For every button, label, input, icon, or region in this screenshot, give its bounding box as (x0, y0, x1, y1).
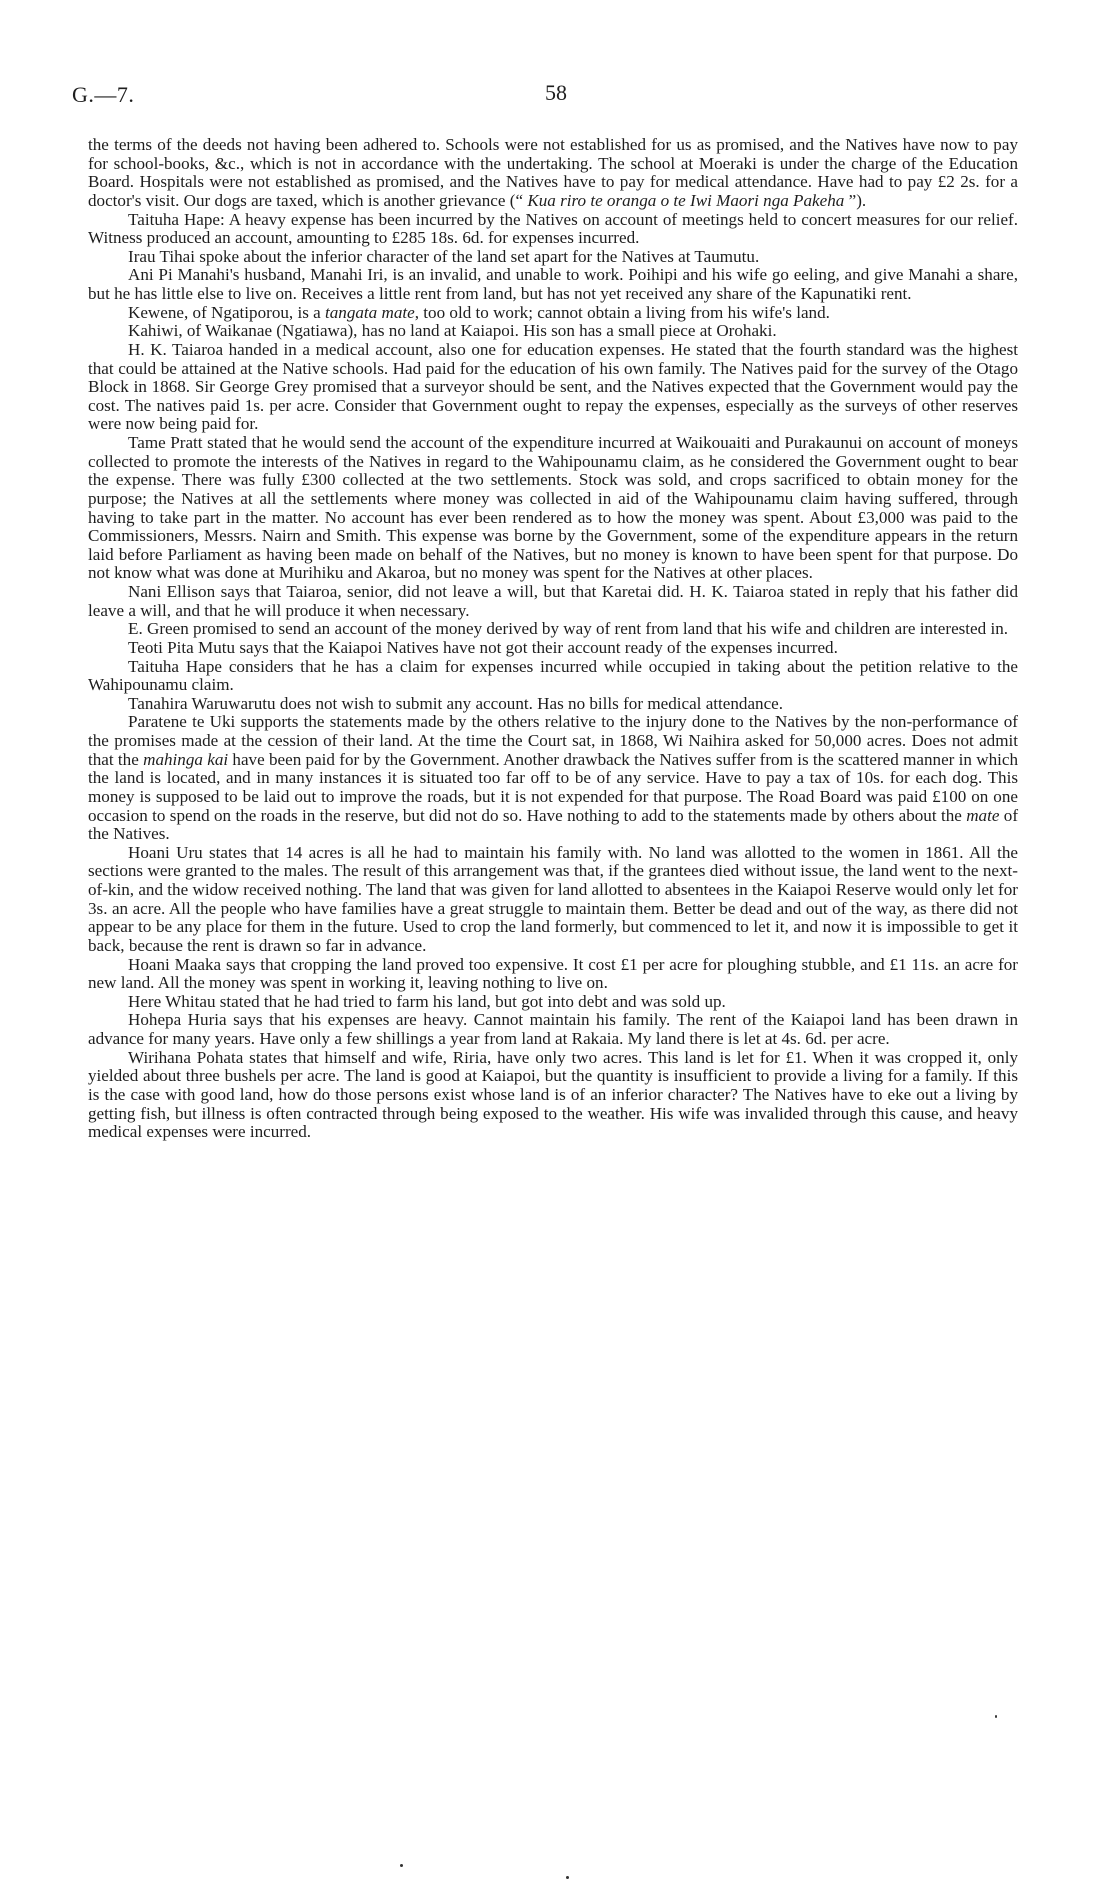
body-text (88, 136, 1018, 1142)
paragraph: Tame Pratt stated that he would send the account of the expenditure incurred at Waikouaiti and Purakaunui on account of moneys collected to promote the interests of the Natives in regard to the Wahipounamu claim, as he considered the Government ought to bear the expense. There was fully £300 collected at the two settlements. Stock was sold, and crops sacrificed to obtain money for the purpose; the Natives at all the settlements where money was collected in aid of the Wahipounamu claim having suffered, through having to take part in the matter. No account has ever been rendered as to how the money was spent. About £3,000 was paid to the Commissioners, Messrs. Nairn and Smith. This expense was borne by the Government, some of the expenditure appears in the return laid before Parliament as having been made on behalf of the Natives, but no money is known to have been spent for that purpose. Do not know what was done at Murihiku and Akaroa, but no money was spent for the Natives at other places. (88, 433, 1018, 583)
paragraph-text: the terms of the deeds not having been adhered to. Schools were not established for us as promised, and the Natives have now to pay for school-books, &c., which is not in accordance with the undertaking. The school at Moeraki is under the charge of the Education Board. Hospitals were not established as promised, and the Natives have to pay for medical attendance. Have had to pay £2 2s. for a doctor's visit. Our dogs are taxed, which is another grievance (“ (88, 135, 1018, 210)
paragraph (88, 304, 1018, 323)
paragraph: Irau Tihai spoke about the inferior character of the land set apart for the Natives at Taumutu. (128, 246, 760, 266)
paragraph: Tanahira Waruwarutu does not wish to submit any account. Has no bills for medical attendance. (128, 693, 784, 713)
paragraph: Nani Ellison says that Taiaroa, senior, did not leave a will, but that Karetai did. H. K. Taiaroa stated in reply that his father did leave a will, and that he will produce it when necessary. (88, 582, 1018, 620)
print-speck (566, 1876, 569, 1879)
paragraph-text: have been paid for by the Government. Another drawback the Natives suffer from is the scattered manner in which the land is located, and in many instances it is situated too far off to be of any service. Have to pay a tax of 10s. for each dog. This money is supposed to be laid out to improve the roads, but it is not expended for that purpose. The Road Board was paid £100 on one occasion to spend on the roads in the reserve, but did not do so. Have nothing to add to the statements made by others about the (88, 749, 1019, 825)
paragraph: Teoti Pita Mutu says that the Kaiapoi Natives have not got their account ready of the expenses incurred. (128, 637, 838, 657)
maori-phrase: tangata mate (325, 302, 415, 322)
paragraph-text: Paratene te Uki supports the statements made by the others relative to the injury done to the Natives by the non-performance of the promises made at the cession of their land. At the time the Court sat, in 1868, Wi Naihira asked for 50,000 acres. Does not admit that the (88, 712, 1018, 769)
document-reference: G.—7. (72, 82, 135, 107)
paragraph-text: of the Natives. (88, 805, 1019, 844)
maori-phrase: mahinga kai (143, 749, 229, 769)
paragraph: E. Green promised to send an account of the money derived by way of rent from land that his wife and children are interested in. (128, 619, 1009, 639)
paragraph: Hoani Maaka says that cropping the land proved too expensive. It cost £1 per acre for ploughing stubble, and £1 11s. an acre for new land. All the money was spent in working it, leaving nothing to live on. (88, 954, 1018, 993)
paragraph-text: Kewene, of Ngatiporou, is a (128, 302, 325, 322)
paragraph-text: ”). (844, 190, 867, 210)
paragraph: Kahiwi, of Waikanae (Ngatiawa), has no land at Kaiapoi. His son has a small piece at Orohaki. (128, 321, 777, 341)
paragraph: Hohepa Huria says that his expenses are heavy. Cannot maintain his family. The rent of the Kaiapoi land has been drawn in advance for many years. Have only a few shillings a year from land at Rakaia. My land there is let at 4s. 6d. per acre. (88, 1010, 1018, 1048)
paragraph: Taituha Hape considers that he has a claim for expenses incurred while occupied in taking about the petition relative to the Wahipounamu claim. (88, 656, 1018, 695)
paragraph: H. K. Taiaroa handed in a medical account, also one for education expenses. He stated that the fourth standard was the highest that could be attained at the Native schools. Had paid for the education of his own family. The Natives paid for the survey of the Otago Block in 1868. Sir George Grey promised that a surveyor should be sent, and the Natives expected that the Government would pay the cost. The natives paid 1s. per acre. Consider that Government ought to repay the expenses, especially as the surveys of other reserves were now being paid for. (88, 339, 1018, 434)
paragraph: Here Whitau stated that he had tried to farm his land, but got into debt and was sold up. (128, 991, 726, 1011)
maori-phrase: Kua riro te oranga o te Iwi Maori nga Pakeha (527, 190, 845, 210)
paragraph (88, 136, 1018, 211)
paragraph: Wirihana Pohata states that himself and wife, Riria, have only two acres. This land is let for £1. When it was cropped it, only yielded about three bushels per acre. The land is good at Kaiapoi, but the quantity is insufficient to provide a living for a family. If this is the case with good land, how do those persons exist whose land is of an inferior character? The Natives have to eke out a living by getting fish, but illness is often contracted through being exposed to the weather. His wife was invalided through this cause, and heavy medical expenses were incurred. (88, 1047, 1018, 1142)
paragraph: Ani Pi Manahi's husband, Manahi Iri, is an invalid, and unable to work. Poihipi and his wife go eeling, and give Manahi a share, but he has little else to live on. Receives a little rent from land, but has not yet received any share of the Kapunatiki rent. (88, 265, 1018, 303)
maori-phrase: mate (966, 805, 1000, 825)
paragraph: Hoani Uru states that 14 acres is all he had to maintain his family with. No land was allotted to the women in 1861. All the sections were granted to the males. The result of this arrangement was that, if the grantees died without issue, the land went to the next-of-kin, and the widow received nothing. The land that was given for land allotted to absentees in the Kaiapoi Reserve would only let for 3s. an acre. All the people who have families have a great struggle to maintain them. Better be dead and out of the way, as there did not appear to be any place for them in the future. Used to crop the land formerly, but commenced to let it, and now it is impossible to get it back, because the rent is drawn so far in advance. (88, 842, 1018, 955)
print-speck (400, 1864, 403, 1867)
paragraph (88, 713, 1018, 843)
print-speck (995, 1715, 997, 1718)
paragraph-text: , too old to work; cannot obtain a living from his wife's land. (414, 302, 830, 322)
paragraph: Taituha Hape: A heavy expense has been incurred by the Natives on account of meetings held to concert measures for our relief. Witness produced an account, amounting to £285 18s. 6d. for expenses incurred. (88, 209, 1018, 248)
page-number: 58 (545, 80, 567, 105)
